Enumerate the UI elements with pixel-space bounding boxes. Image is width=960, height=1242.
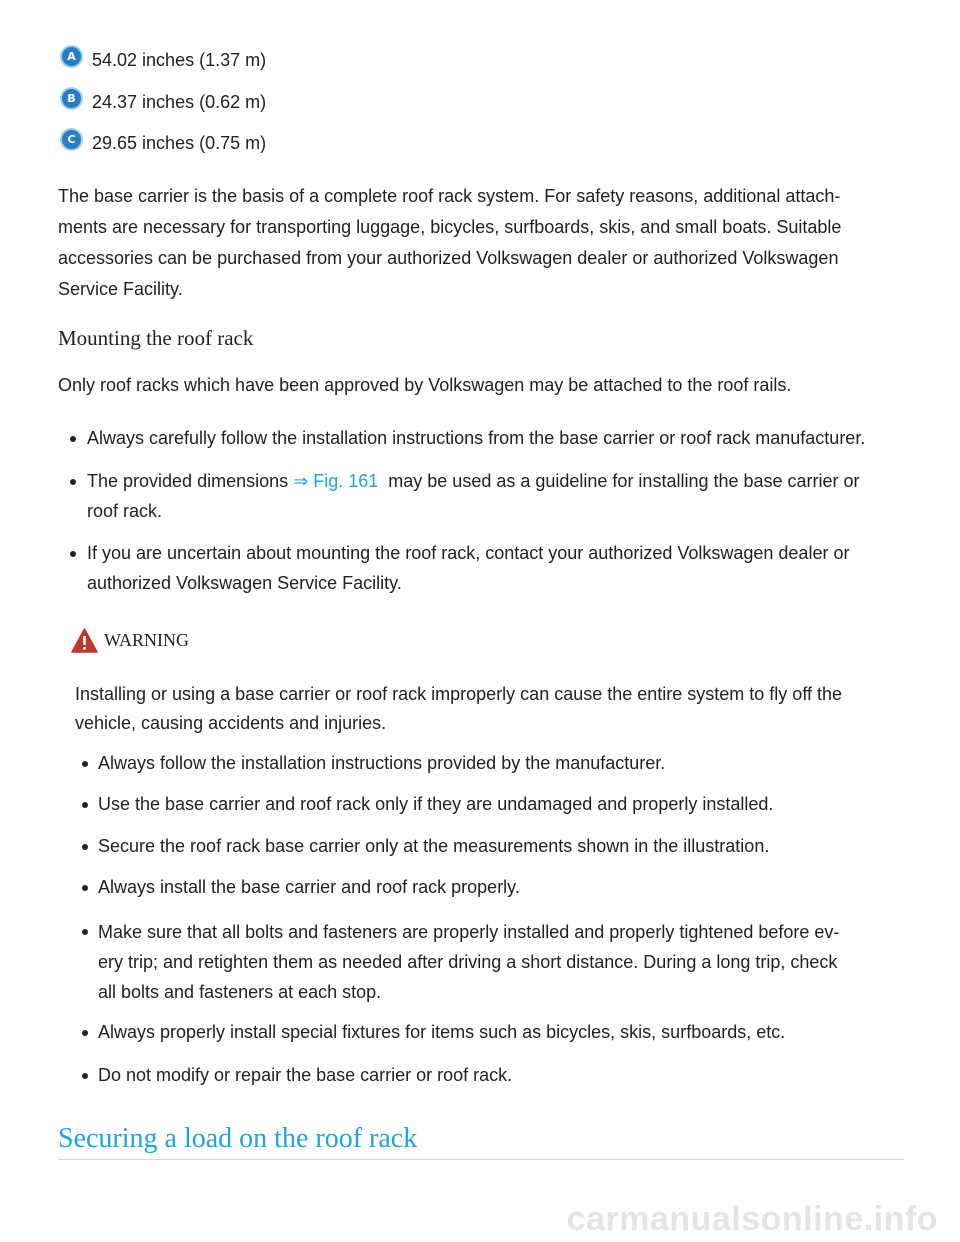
bullet-dot-icon <box>82 844 88 850</box>
dimension-a-text: 54.02 inches (1.37 m) <box>92 49 267 70</box>
mounting-heading: Mounting the roof rack <box>58 326 254 350</box>
bullet-text: Always follow the installation instructions provided by the manufacturer. <box>98 753 666 773</box>
bullet-text: ery trip; and retighten them as needed after driving a short distance. During a long trip, check <box>98 952 838 972</box>
dimension-row-c <box>60 128 266 158</box>
dimension-row-b <box>60 87 266 117</box>
bullet-dot-icon <box>82 885 88 891</box>
bullet-dot-icon <box>82 929 88 935</box>
bullet-text: Always properly install special fixtures for items such as bicycles, skis, surfboards, etc. <box>98 1022 786 1042</box>
bullet-text: all bolts and fasteners at each stop. <box>98 982 382 1002</box>
mounting-bullet <box>70 424 865 454</box>
dimension-row-a <box>60 45 266 75</box>
intro-line: ments are necessary for transporting luggage, bicycles, surfboards, skis, and small boats. Suitable <box>58 217 842 237</box>
badge-a-icon: A <box>60 45 83 68</box>
section-divider <box>58 1159 904 1160</box>
warning-intro-line: vehicle, causing accidents and injuries. <box>75 712 387 733</box>
mounting-bullet <box>70 539 849 598</box>
dimension-b-text: 24.37 inches (0.62 m) <box>92 91 267 112</box>
watermark-logo: carmanualsonline.info <box>566 1200 938 1238</box>
bullet-text: roof rack. <box>87 500 163 521</box>
bullet-dot-icon <box>82 1030 88 1036</box>
intro-line: The base carrier is the basis of a complete roof rack system. For safety reasons, additional attach- <box>58 186 841 206</box>
bullet-dot-icon <box>70 436 76 442</box>
warning-bullet <box>82 790 773 820</box>
section-title: Securing a load on the roof rack <box>58 1123 418 1154</box>
bullet-text: Do not modify or repair the base carrier or roof rack. <box>98 1065 513 1085</box>
bullet-dot-icon <box>82 1073 88 1079</box>
intro-line: Service Facility. <box>58 279 183 299</box>
bullet-text: Always carefully follow the installation instructions from the base carrier or roof rack manufacturer. <box>87 428 866 448</box>
warning-bullet <box>82 1018 785 1048</box>
bullet-text: Always install the base carrier and roof rack properly. <box>98 877 520 897</box>
intro-paragraph <box>58 181 918 305</box>
badge-b-icon: B <box>60 87 83 110</box>
bullet-text: If you are uncertain about mounting the roof rack, contact your authorized Volkswagen dealer or <box>87 543 850 563</box>
intro-line: accessories can be purchased from your authorized Volkswagen dealer or authorized Volkswagen <box>58 248 839 268</box>
warning-header <box>71 628 189 653</box>
warning-bullet <box>82 749 665 779</box>
warning-intro-line: Installing or using a base carrier or roof rack improperly can cause the entire system to fly off the <box>75 684 843 704</box>
mounting-bullet <box>70 467 860 526</box>
fig-161-link[interactable]: ⇒ Fig. 161 <box>293 471 379 491</box>
warning-bullet <box>82 1061 512 1091</box>
bullet-text: may be used as a guideline for installing the base carrier or <box>388 471 860 491</box>
warning-label: WARNING <box>104 630 189 650</box>
bullet-dot-icon <box>70 479 76 485</box>
bullet-text: Use the base carrier and roof rack only if they are undamaged and properly installed. <box>98 794 774 814</box>
warning-triangle-icon <box>71 628 98 653</box>
bullet-text: Make sure that all bolts and fasteners are properly installed and properly tightened before ev- <box>98 922 840 942</box>
bullet-dot-icon <box>70 551 76 557</box>
dimension-c-text: 29.65 inches (0.75 m) <box>92 132 267 153</box>
bullet-dot-icon <box>82 761 88 767</box>
bullet-dot-icon <box>82 802 88 808</box>
warning-bullet <box>82 917 839 1007</box>
bullet-text: authorized Volkswagen Service Facility. <box>87 572 402 593</box>
bullet-text: The provided dimensions <box>87 471 289 491</box>
badge-c-icon: C <box>60 128 83 151</box>
warning-bullet <box>82 873 520 903</box>
mounting-intro: Only roof racks which have been approved by Volkswagen may be attached to the roof rails. <box>58 375 792 395</box>
warning-bullet <box>82 832 769 862</box>
warning-intro <box>75 680 842 737</box>
bullet-text: Secure the roof rack base carrier only at the measurements shown in the illustration. <box>98 836 770 856</box>
